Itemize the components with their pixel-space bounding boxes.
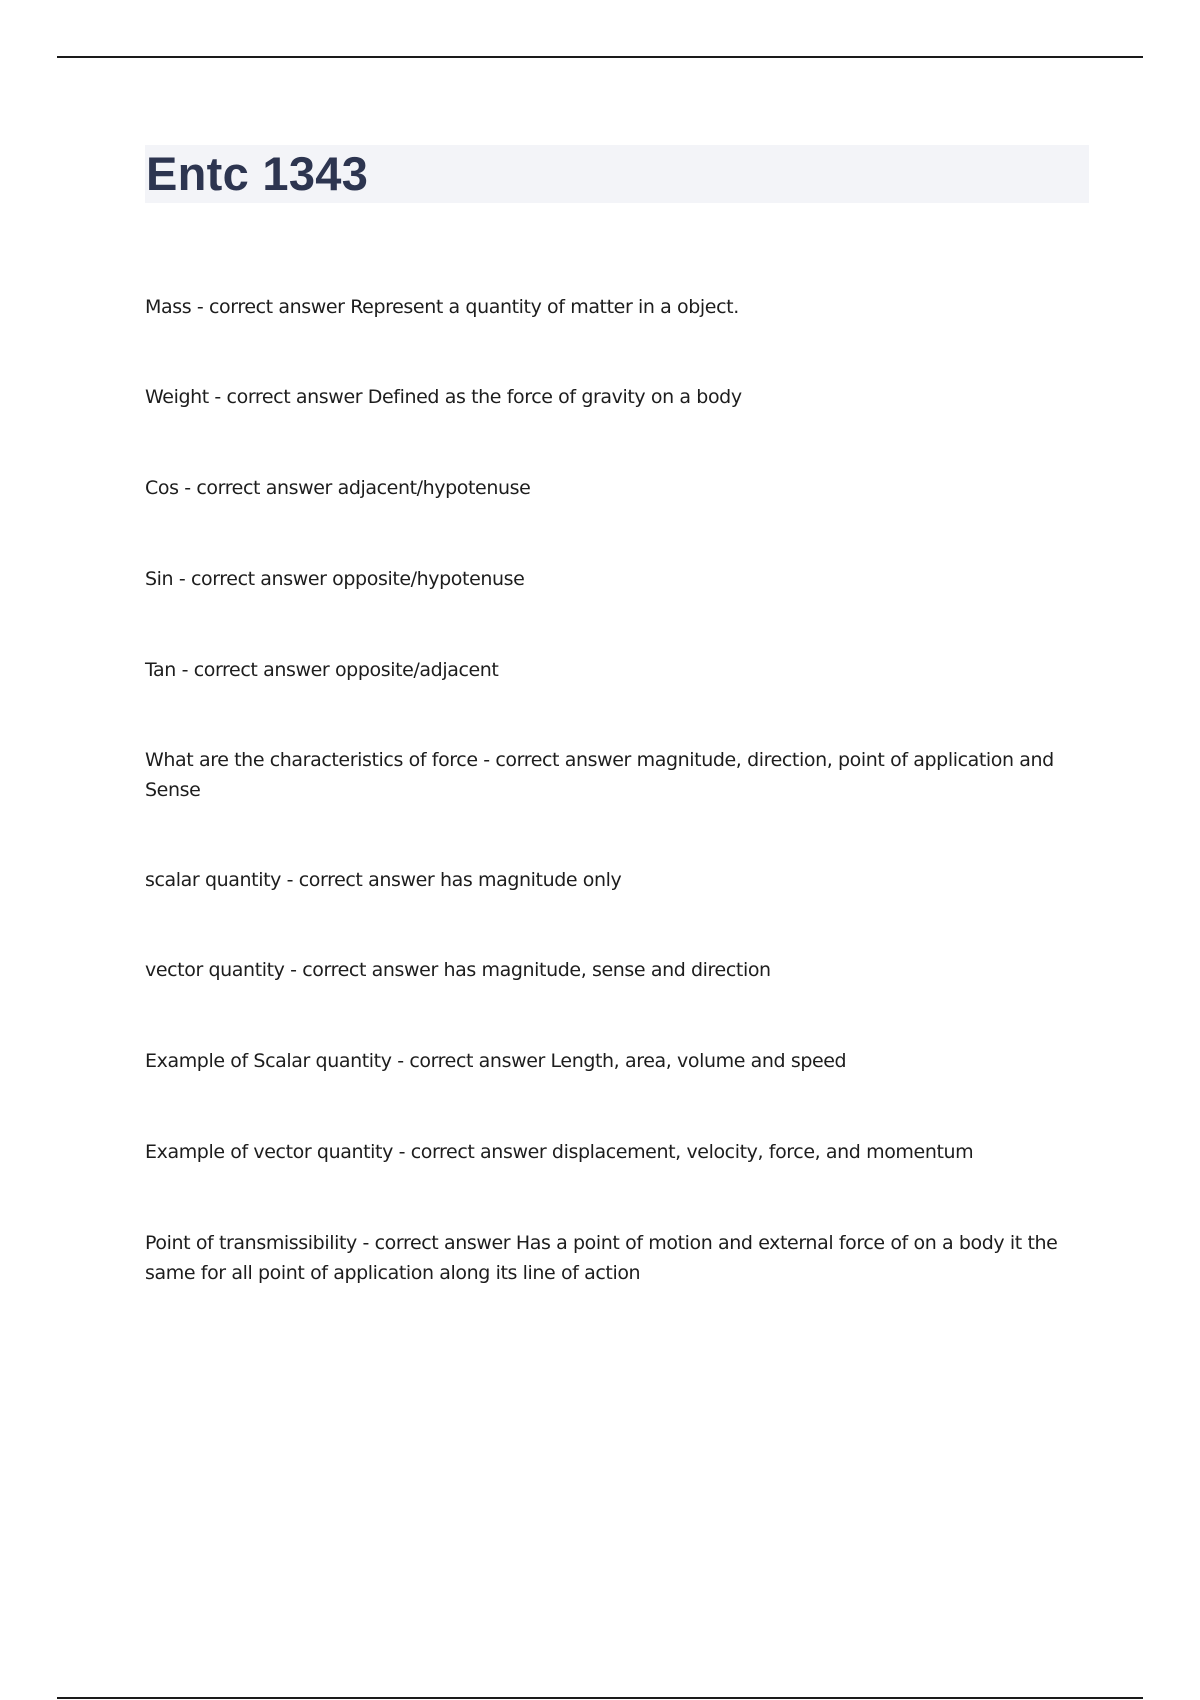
- qa-item: [145, 1046, 1075, 1076]
- qa-answer: has magnitude, sense and direction: [443, 959, 771, 981]
- qa-marker: correct answer: [226, 386, 363, 408]
- qa-separator: -: [175, 659, 194, 681]
- qa-term: Example of vector quantity: [145, 1141, 393, 1163]
- qa-marker: correct answer: [298, 869, 435, 891]
- qa-item: [145, 564, 1075, 594]
- top-rule: [57, 56, 1143, 58]
- qa-item: [145, 955, 1075, 985]
- qa-marker: correct answer: [410, 1141, 547, 1163]
- qa-term: Cos: [145, 477, 179, 499]
- qa-item: [145, 473, 1075, 503]
- qa-marker: correct answer: [196, 477, 332, 499]
- qa-answer: has magnitude only: [439, 869, 622, 891]
- qa-term: Mass: [145, 296, 192, 318]
- qa-separator: -: [477, 749, 496, 771]
- qa-answer: opposite/hypotenuse: [332, 568, 525, 590]
- qa-term: Example of Scalar quantity: [145, 1050, 392, 1072]
- qa-separator: -: [191, 296, 209, 318]
- qa-term: Point of transmissibility: [145, 1232, 357, 1254]
- qa-term: Weight: [145, 386, 209, 408]
- qa-marker: correct answer: [208, 296, 345, 318]
- qa-item: [145, 382, 1075, 412]
- qa-term: Tan: [145, 659, 176, 681]
- qa-marker: correct answer: [190, 568, 327, 590]
- qa-answer: Represent a quantity of matter in a object.: [350, 296, 739, 318]
- qa-marker: correct answer: [374, 1232, 511, 1254]
- page-title: Entc 1343: [146, 147, 369, 200]
- qa-separator: -: [178, 477, 197, 499]
- qa-separator: -: [173, 568, 191, 590]
- qa-separator: -: [392, 1141, 411, 1163]
- qa-separator: -: [284, 959, 303, 981]
- qa-term: Sin: [145, 568, 174, 590]
- qa-separator: -: [391, 1050, 410, 1072]
- qa-answer: Length, area, volume and speed: [550, 1050, 847, 1072]
- qa-answer: adjacent/hypotenuse: [337, 477, 531, 499]
- qa-separator: -: [208, 386, 227, 408]
- qa-answer: opposite/adjacent: [334, 659, 499, 681]
- qa-marker: correct answer: [495, 749, 631, 771]
- qa-separator: -: [280, 869, 299, 891]
- qa-term: scalar quantity: [145, 869, 281, 891]
- qa-marker: correct answer: [302, 959, 438, 981]
- qa-marker: correct answer: [193, 659, 330, 681]
- qa-item: [145, 745, 1075, 805]
- qa-answer: Has a point of motion and external force of on a body it the same for all point of application along its line of action: [145, 1232, 1058, 1284]
- qa-item: [145, 1228, 1075, 1288]
- qa-marker: correct answer: [409, 1050, 545, 1072]
- qa-separator: -: [356, 1232, 375, 1254]
- qa-item: [145, 865, 1075, 895]
- qa-answer: magnitude, direction, point of application and Sense: [145, 749, 1054, 801]
- qa-item: [145, 292, 1075, 322]
- qa-term: What are the characteristics of force: [145, 749, 478, 771]
- qa-answer: Defined as the force of gravity on a body: [367, 386, 742, 408]
- bottom-rule: [57, 1697, 1143, 1699]
- qa-term: vector quantity: [145, 959, 285, 981]
- qa-item: [145, 1137, 1075, 1167]
- qa-answer: displacement, velocity, force, and momentum: [551, 1141, 974, 1163]
- qa-item: [145, 655, 1075, 685]
